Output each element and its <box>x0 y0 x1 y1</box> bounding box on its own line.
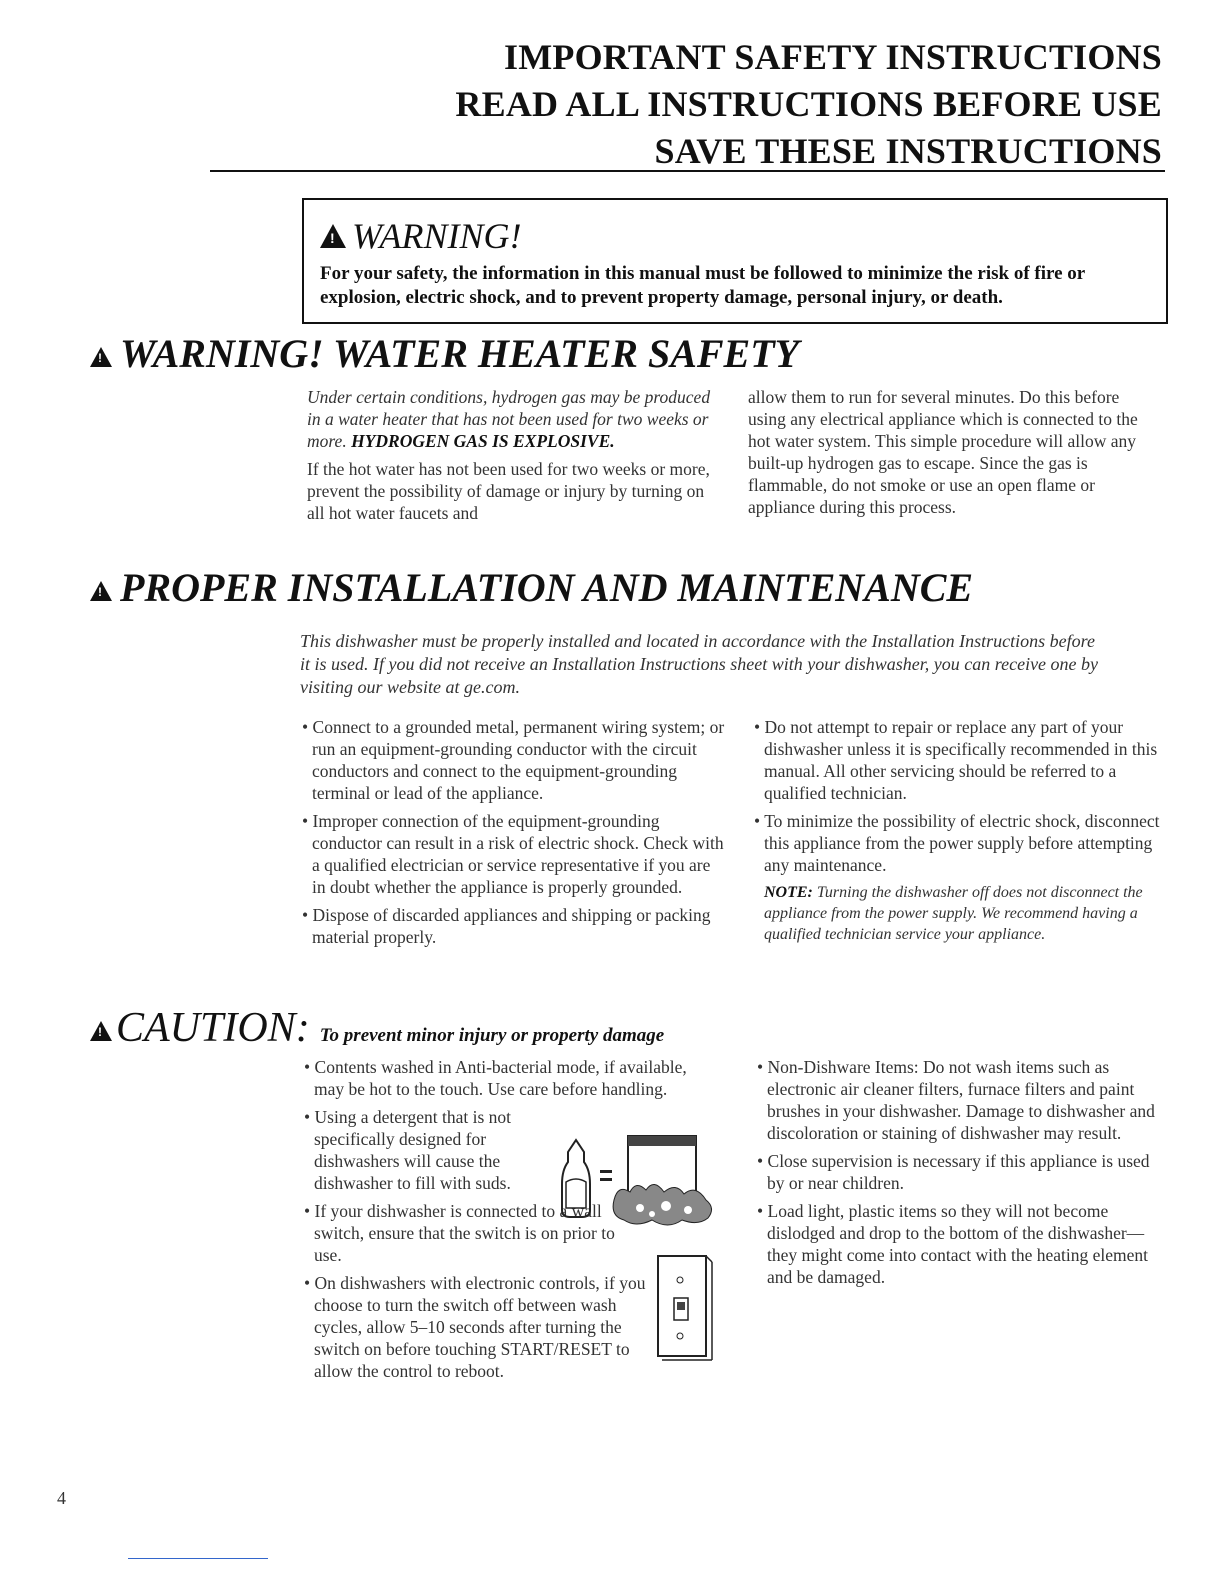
list-item: • Contents washed in Anti-bacterial mode, if available, may be hot to the touch. Use care before handling. <box>302 1056 702 1100</box>
equals-icon <box>600 1170 612 1181</box>
warning-triangle-icon <box>320 224 346 248</box>
list-item: • Do not attempt to repair or replace any part of your dishwasher unless it is specifically recommended in this manual. All other servicing should be referred to a qualified technician. <box>752 716 1164 804</box>
installation-heading: !PROPER INSTALLATION AND MAINTENANCE <box>90 566 973 610</box>
water-heater-left-column <box>307 386 719 524</box>
footer-line <box>128 1558 268 1559</box>
list-item: • If your dishwasher is connected to a wall switch, ensure that the switch is on prior to use. <box>302 1200 644 1266</box>
installation-note: NOTE: Turning the dishwasher off does not disconnect the appliance from the power supply. We recommend having a qualified technician service your appliance. <box>764 884 1143 943</box>
wall-switch-illustration <box>648 1250 714 1366</box>
list-item: • Improper connection of the equipment-grounding conductor can result in a risk of electric shock. Check with a qualified electrician or service representative if you are in doubt whether the appliance is properly grounded. <box>300 810 725 898</box>
installation-intro: This dishwasher must be properly installed and located in accordance with the Installation Instructions before it is used. If you did not receive an Installation Instructions sheet with your dishwasher, you can receive one by visiting our website at ge.com. <box>300 631 1099 697</box>
list-item: • On dishwashers with electronic controls, if you choose to turn the switch off between wash cycles, allow 5–10 seconds after turning the switch on before touching START/RESET to allow the control to reboot. <box>302 1272 659 1382</box>
warning-box <box>302 198 1168 324</box>
header-title-line3: SAVE THESE INSTRUCTIONS <box>654 131 1162 171</box>
installation-right-column <box>752 716 1164 945</box>
warning-triangle-icon <box>90 347 112 367</box>
caution-right-column <box>755 1056 1160 1294</box>
caution-heading: ! CAUTION: To prevent minor injury or property damage <box>90 1004 664 1052</box>
water-heater-heading: !WARNING! WATER HEATER SAFETY <box>90 332 799 376</box>
list-item: • To minimize the possibility of electric shock, disconnect this appliance from the power supply before attempting any maintenance. <box>752 810 1164 876</box>
hydrogen-explosive-warning: HYDROGEN GAS IS EXPLOSIVE. <box>351 431 615 451</box>
warning-box-title: !WARNING! <box>320 216 521 256</box>
water-heater-right-paragraph: allow them to run for several minutes. Do this before using any electrical appliance which is connected to the hot water system. This simple procedure will allow any built-up hydrogen gas to escape. Since the gas is flammable, do not smoke or use an open flame or appliance during this process. <box>748 387 1138 517</box>
warning-triangle-icon <box>90 581 112 601</box>
header-title-line1: IMPORTANT SAFETY INSTRUCTIONS <box>504 37 1162 77</box>
detergent-suds-illustration <box>548 1122 718 1232</box>
warning-triangle-icon <box>90 1021 112 1041</box>
list-item: • Using a detergent that is not specifically designed for dishwashers will cause the dishwasher to fill with suds. <box>302 1106 544 1194</box>
page-number: 4 <box>57 1488 66 1508</box>
warning-box-text: For your safety, the information in this manual must be followed to minimize the risk of fire or explosion, electric shock, and to prevent property damage, personal injury, or death. <box>320 263 1085 308</box>
list-item: • Close supervision is necessary if this appliance is used by or near children. <box>755 1150 1160 1194</box>
detergent-bottle-icon <box>562 1140 590 1217</box>
water-heater-right-column <box>748 386 1160 518</box>
list-item: • Load light, plastic items so they will not become dislodged and drop to the bottom of the dishwasher—they might come into contact with the heating element and be damaged. <box>755 1200 1160 1288</box>
water-heater-left-paragraph: If the hot water has not been used for two weeks or more, prevent the possibility of damage or injury by turning on all hot water faucets and <box>307 459 710 523</box>
list-item: • Non-Dishware Items: Do not wash items such as electronic air cleaner filters, furnace filters and paint brushes in your dishwasher. Damage to dishwasher and discoloration or staining of dishwasher may result. <box>755 1056 1160 1144</box>
installation-left-column <box>300 716 725 954</box>
list-item: • Dispose of discarded appliances and shipping or packing material properly. <box>300 904 725 948</box>
header-title-line2: READ ALL INSTRUCTIONS BEFORE USE <box>455 84 1162 124</box>
water-heater-intro: Under certain conditions, hydrogen gas may be produced in a water heater that has not been used for two weeks or more. <box>307 387 711 451</box>
header-rule <box>210 170 1165 172</box>
dishwasher-suds-icon <box>613 1136 711 1225</box>
list-item: • Connect to a grounded metal, permanent wiring system; or run an equipment-grounding conductor with the circuit conductors and connect to the equipment-grounding terminal or lead of the appliance. <box>300 716 725 804</box>
